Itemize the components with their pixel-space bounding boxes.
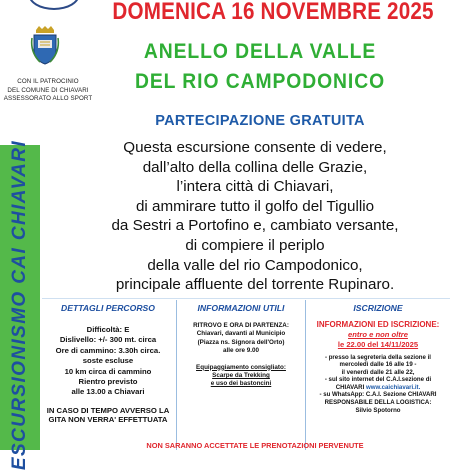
- event-title-line: ANELLO DELLA VALLE: [143, 40, 377, 63]
- event-title-line: DEL RIO CAMPODONICO: [134, 70, 386, 93]
- signup-heading: ISCRIZIONE: [353, 303, 403, 313]
- description-line: principale affluente del torrente Rupinaro.: [115, 276, 395, 294]
- signup-line: - presso la segreteria della sezione il: [324, 353, 431, 361]
- description-line: dall’alto della collina delle Grazie,: [142, 158, 368, 176]
- signup-info-heading: INFORMAZIONI ED ISCRIZIONE:: [316, 320, 440, 329]
- difficulty-text: Difficoltà: E: [86, 325, 130, 334]
- meeting-time-text: alle ore 9.00: [222, 347, 260, 355]
- weather-warning-line: GITA NON VERRA' EFFETTUATA: [48, 415, 168, 425]
- gear-text: Scarpe da Trekking: [212, 372, 270, 380]
- signup-line: - su WhatsApp: C.A.I. Sezione CHIAVARI: [319, 391, 437, 399]
- meeting-point-heading: RITROVO E ORA DI PARTENZA:: [193, 322, 289, 329]
- patronage-text: [0, 78, 96, 104]
- logistics-heading: RESPONSABILE DELLA LOGISTICA:: [324, 399, 432, 407]
- signup-deadline: entro e non oltre: [348, 330, 408, 339]
- chiavari-crest-icon: [30, 26, 60, 66]
- patronage-line: DEL COMUNE DI CHIAVARI: [7, 86, 89, 94]
- gear-heading: Equipaggiamento consigliato:: [196, 363, 286, 371]
- signup-line: il venerdì dalle 21 alle 22,: [341, 368, 415, 376]
- weather-warning-line: IN CASO DI TEMPO AVVERSO LA: [46, 405, 170, 415]
- event-title: [108, 37, 412, 97]
- route-details: [42, 325, 174, 425]
- signup-line: [306, 384, 450, 392]
- signup-line: - sul sito internet del C.A.I.sezione di: [324, 376, 432, 384]
- section-divider: [42, 298, 450, 299]
- patronage-line: CON IL PATROCINIO: [17, 78, 79, 85]
- description-line: di compiere il periplo: [185, 236, 325, 254]
- useful-info: [178, 322, 304, 389]
- walk-time-text: Ore di cammino: 3.30h circa.: [55, 345, 161, 355]
- event-description: [60, 138, 450, 295]
- elevation-text: Dislivello: +/- 300 mt. circa: [59, 335, 157, 345]
- cai-logo: [28, 0, 80, 10]
- gear-text: e uso dei bastoncini: [210, 380, 272, 388]
- logistics-name: Silvio Spotorno: [355, 406, 401, 414]
- signup-line: mercoledì dalle 16 alle 19 -: [339, 361, 417, 369]
- description-line: l’intera città di Chiavari,: [176, 178, 334, 196]
- stops-text: soste escluse: [82, 356, 134, 366]
- info-heading: INFORMAZIONI UTILI: [197, 303, 285, 313]
- patronage-line: ASSESSORATO ALLO SPORT: [3, 95, 93, 103]
- return-text: Rientro previsto: [78, 377, 138, 387]
- free-participation-label: PARTECIPAZIONE GRATUITA: [155, 113, 365, 129]
- description-line: Questa escursione consente di vedere,: [123, 139, 387, 156]
- description-line: di ammirare tutto il golfo del Tigullio: [135, 197, 375, 215]
- column-divider: [176, 300, 177, 450]
- signup-info: [306, 320, 450, 414]
- details-heading: DETTAGLI PERCORSO: [61, 303, 155, 313]
- weather-warning: [42, 406, 174, 425]
- bottom-note: NON SARANNO ACCETTATE LE PRENOTAZIONI PERVENUTE: [146, 441, 364, 450]
- meeting-point-text: (Piazza ns. Signora dell'Orto): [197, 338, 285, 346]
- description-line: da Sestri a Portofino e, cambiato versante,: [111, 217, 399, 235]
- website-link[interactable]: www.caichiavari.it.: [365, 383, 421, 391]
- side-banner-text: ESCURSIONISMO CAI CHIAVARI: [9, 139, 30, 470]
- event-date-title: DOMENICA 16 NOVEMBRE 2025: [112, 0, 434, 25]
- signup-line-prefix: CHIAVARI: [335, 383, 366, 391]
- distance-text: 10 km circa di cammino: [64, 366, 152, 376]
- return-text: alle 13.00 a Chiavari: [71, 387, 145, 397]
- description-line: della valle del rio Campodonico,: [147, 256, 363, 274]
- signup-deadline-date: le 22.00 del 14/11/2025: [337, 339, 419, 349]
- meeting-point-text: Chiavari, davanti al Municipio: [196, 330, 286, 338]
